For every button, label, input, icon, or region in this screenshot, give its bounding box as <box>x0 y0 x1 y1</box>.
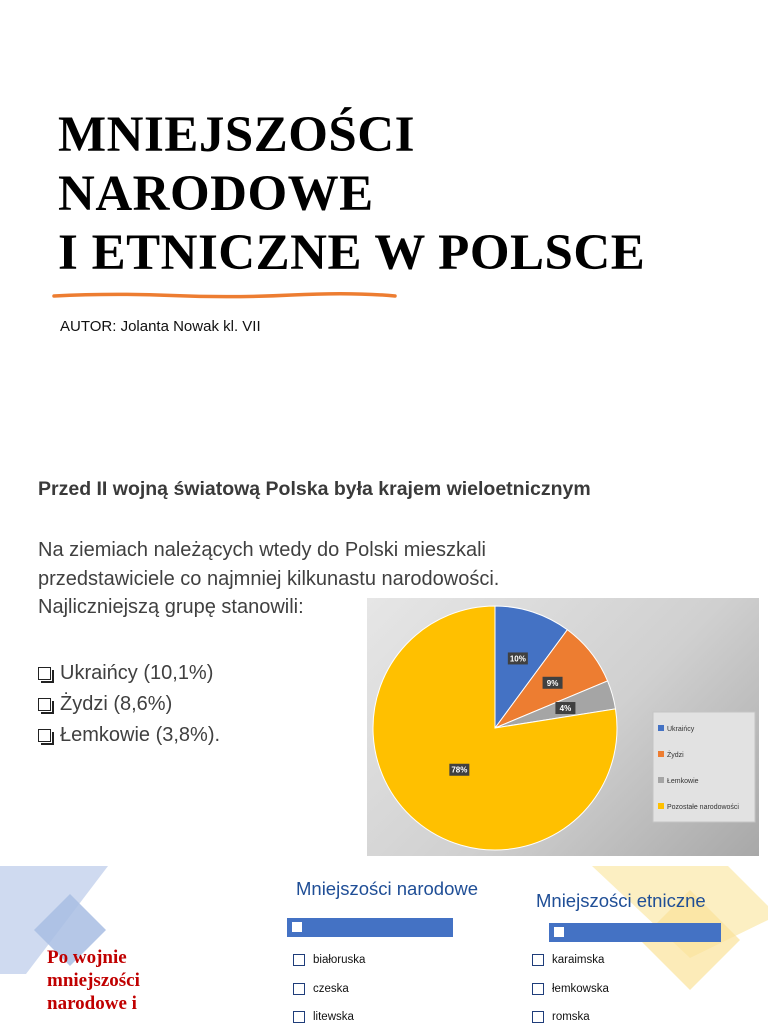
checkbox-icon <box>292 922 302 932</box>
pie-data-label <box>543 677 563 689</box>
chart-legend <box>653 712 755 822</box>
checkbox-icon[interactable] <box>532 1011 544 1023</box>
minorities-slide <box>0 862 768 1024</box>
svg-text:9%: 9% <box>546 678 559 688</box>
item-label: romska <box>552 1011 590 1023</box>
checkbox-icon[interactable] <box>293 1011 305 1023</box>
legend-item <box>658 803 739 811</box>
postwar-text <box>47 946 140 1015</box>
item-label: karaimska <box>552 954 605 966</box>
checkbox-icon[interactable] <box>532 954 544 966</box>
svg-text:4%: 4% <box>559 704 572 714</box>
postwar-line: mniejszości <box>47 970 140 991</box>
body-line: przedstawiciele co najmniej kilkunastu narodowości. <box>38 567 500 590</box>
title-line-3: I ETNICZNE W POLSCE <box>58 225 646 281</box>
history-slide <box>0 440 768 860</box>
list-item <box>532 954 604 966</box>
svg-text:Pozostałe narodowości: Pozostałe narodowości <box>667 804 739 811</box>
bullet-item <box>38 720 220 751</box>
item-label: czeska <box>313 983 349 995</box>
narodowe-header-bar <box>287 918 453 937</box>
postwar-line: Po wojnie <box>47 947 127 968</box>
etniczne-title: Mniejszości etniczne <box>536 890 706 911</box>
checkbox-bullet-icon <box>38 667 51 680</box>
pie-chart <box>367 598 759 856</box>
list-item <box>293 983 349 995</box>
list-item <box>532 1011 590 1023</box>
slide-title <box>58 106 645 283</box>
title-slide <box>0 0 768 440</box>
pie-data-label <box>555 702 575 714</box>
bullet-text: Ukraińcy (10,1%) <box>60 662 214 684</box>
bullet-item <box>38 689 220 720</box>
title-underline <box>52 290 397 302</box>
bullet-text: Żydzi (8,6%) <box>60 693 173 715</box>
pie-data-label <box>449 764 469 776</box>
title-line-2: NARODOWE <box>58 166 374 222</box>
title-line-1: MNIEJSZOŚCI <box>58 107 415 163</box>
checkbox-icon[interactable] <box>293 954 305 966</box>
body-line: Najliczniejszą grupę stanowili: <box>38 596 304 618</box>
checkbox-bullet-icon <box>38 729 51 742</box>
svg-text:78%: 78% <box>451 765 468 775</box>
svg-text:10%: 10% <box>509 654 526 664</box>
svg-text:Łemkowie: Łemkowie <box>667 778 699 785</box>
item-label: litewska <box>313 1011 354 1023</box>
bullet-text: Łemkowie (3,8%). <box>60 724 221 746</box>
checkbox-icon[interactable] <box>293 983 305 995</box>
list-item <box>532 983 609 995</box>
body-line: Na ziemiach należących wtedy do Polski mieszkali <box>38 539 486 561</box>
bullet-list <box>38 658 220 751</box>
bullet-item <box>38 658 220 689</box>
pie-chart-svg <box>367 598 759 856</box>
checkbox-icon[interactable] <box>532 983 544 995</box>
checkbox-bullet-icon <box>38 698 51 711</box>
item-label: łemkowska <box>552 983 609 995</box>
item-label: białoruska <box>313 954 366 966</box>
etniczne-header-bar <box>549 923 721 942</box>
list-item <box>293 1011 354 1023</box>
list-item <box>293 954 365 966</box>
narodowe-title: Mniejszości narodowe <box>296 878 479 899</box>
postwar-line: narodowe i <box>47 993 137 1014</box>
slide-heading: Przed II wojną światową Polska była krajem wieloetnicznym <box>38 478 591 500</box>
svg-text:Żydzi: Żydzi <box>667 752 684 759</box>
svg-text:Ukraińcy: Ukraińcy <box>667 726 695 733</box>
author-line: AUTOR: Jolanta Nowak kl. VII <box>60 318 261 335</box>
pie-data-label <box>508 652 528 664</box>
checkbox-icon <box>554 927 564 937</box>
